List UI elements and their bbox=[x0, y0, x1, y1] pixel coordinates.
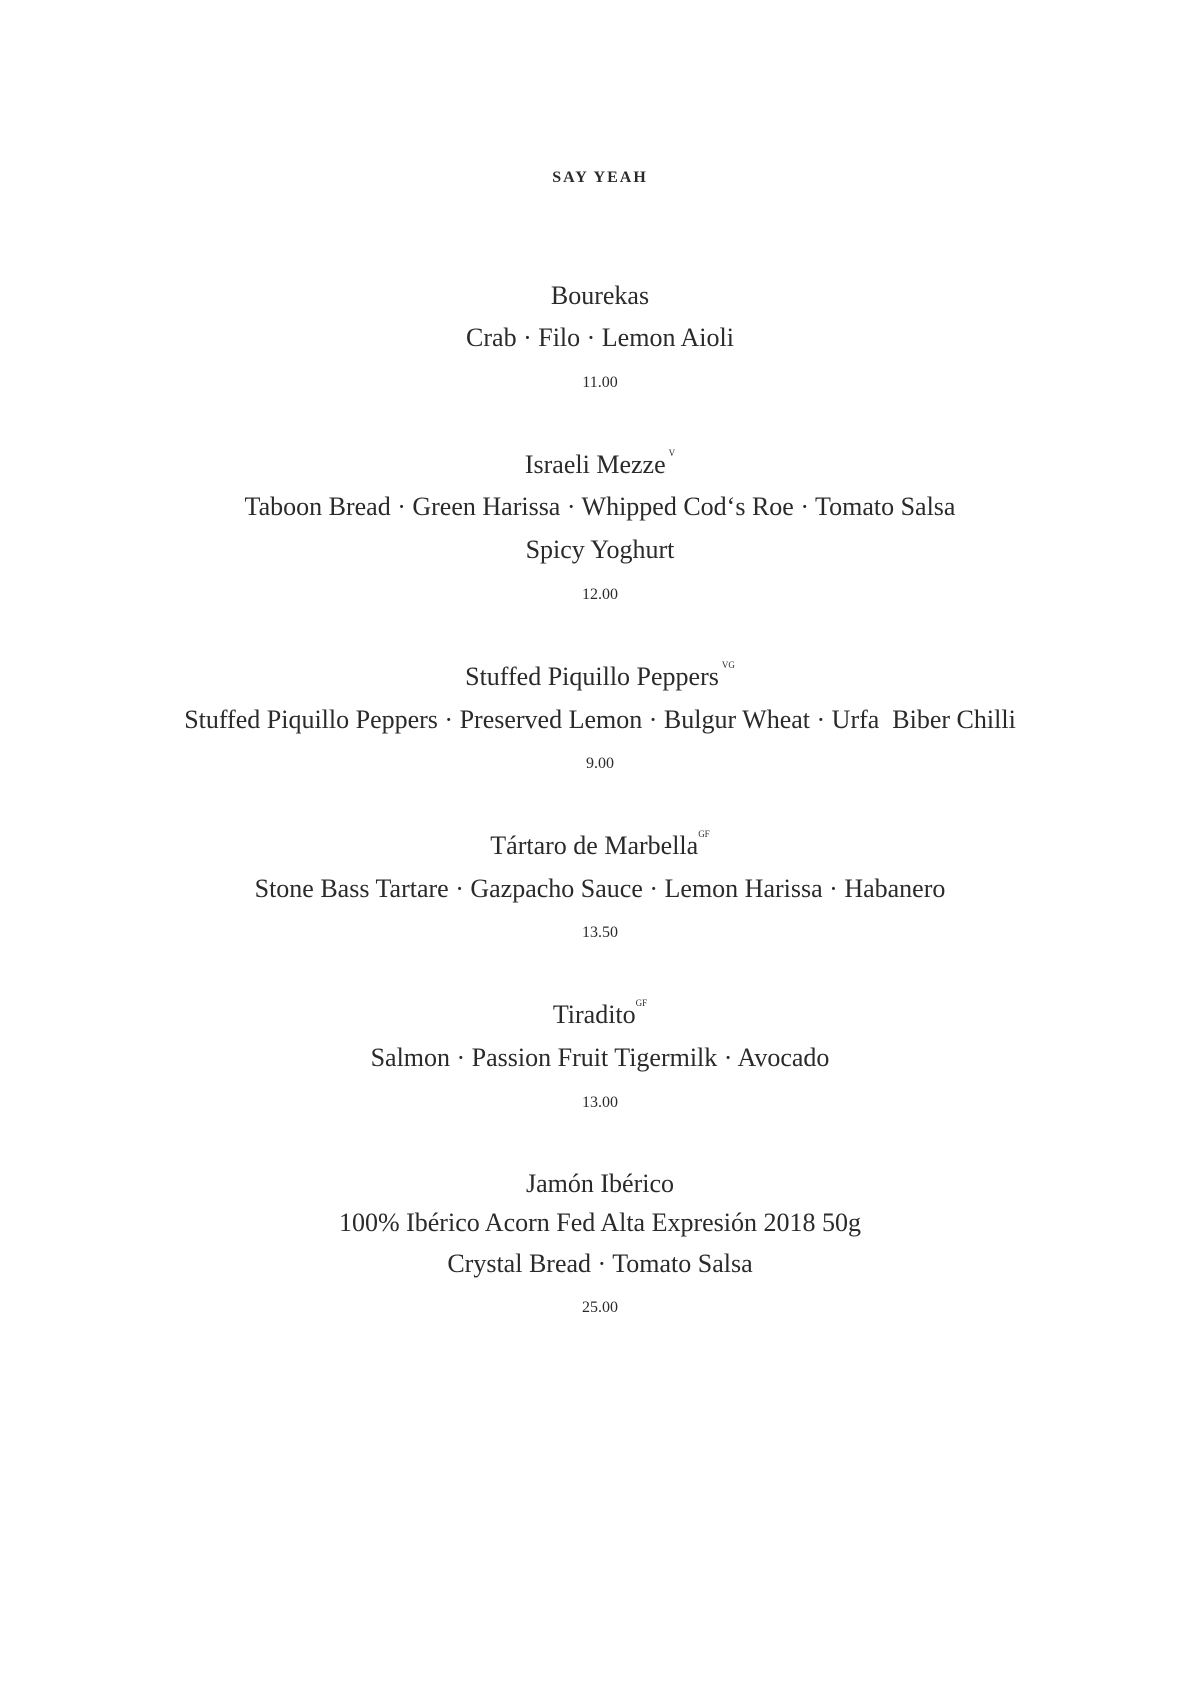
item-name-text: Tártaro de Marbella bbox=[490, 831, 699, 860]
menu-item-description: Salmon · Passion Fruit Tigermilk · Avocado bbox=[370, 1043, 830, 1072]
menu-item-name bbox=[0, 662, 1200, 692]
menu-item-price: 12.00 bbox=[582, 586, 618, 603]
menu-item-description: Taboon Bread · Green Harissa · Whipped Cod‘s Roe · Tomato Salsa bbox=[244, 492, 956, 521]
item-name-text: Israeli Mezze bbox=[524, 450, 666, 479]
dietary-tag: VG bbox=[721, 660, 735, 670]
item-name-text: Bourekas bbox=[550, 281, 650, 310]
menu-item-name bbox=[0, 281, 1200, 311]
dietary-tag: V bbox=[668, 448, 676, 458]
item-name-text: Jamón Ibérico bbox=[525, 1169, 674, 1198]
menu-item-description: Crystal Bread · Tomato Salsa bbox=[447, 1249, 753, 1278]
menu-item-name bbox=[0, 1169, 1200, 1199]
dietary-tag: GF bbox=[698, 829, 710, 839]
menu-item-description: Stuffed Piquillo Peppers · Preserved Lemon · Bulgur Wheat · Urfa Biber Chilli bbox=[184, 705, 1016, 734]
menu-item-price: 9.00 bbox=[586, 755, 614, 772]
menu-section-title: SAY YEAH bbox=[552, 169, 648, 186]
menu-item-name bbox=[0, 450, 1200, 480]
item-name-text: Stuffed Piquillo Peppers bbox=[465, 662, 719, 691]
menu-item-description: Crab · Filo · Lemon Aioli bbox=[466, 323, 734, 352]
menu-item-description: 100% Ibérico Acorn Fed Alta Expresión 2018 50g bbox=[338, 1208, 862, 1237]
menu-item-description: Stone Bass Tartare · Gazpacho Sauce · Lemon Harissa · Habanero bbox=[254, 874, 946, 903]
menu-item-price: 13.50 bbox=[582, 924, 618, 941]
dietary-tag: GF bbox=[635, 998, 648, 1008]
menu-item-price: 11.00 bbox=[582, 374, 618, 391]
menu-item-price: 13.00 bbox=[582, 1094, 618, 1111]
menu-item-name bbox=[0, 1000, 1200, 1030]
menu-item-description: Spicy Yoghurt bbox=[525, 535, 675, 564]
menu-item-name bbox=[0, 831, 1200, 861]
menu-item-price: 25.00 bbox=[582, 1299, 618, 1316]
item-name-text: Tiradito bbox=[552, 1000, 636, 1029]
